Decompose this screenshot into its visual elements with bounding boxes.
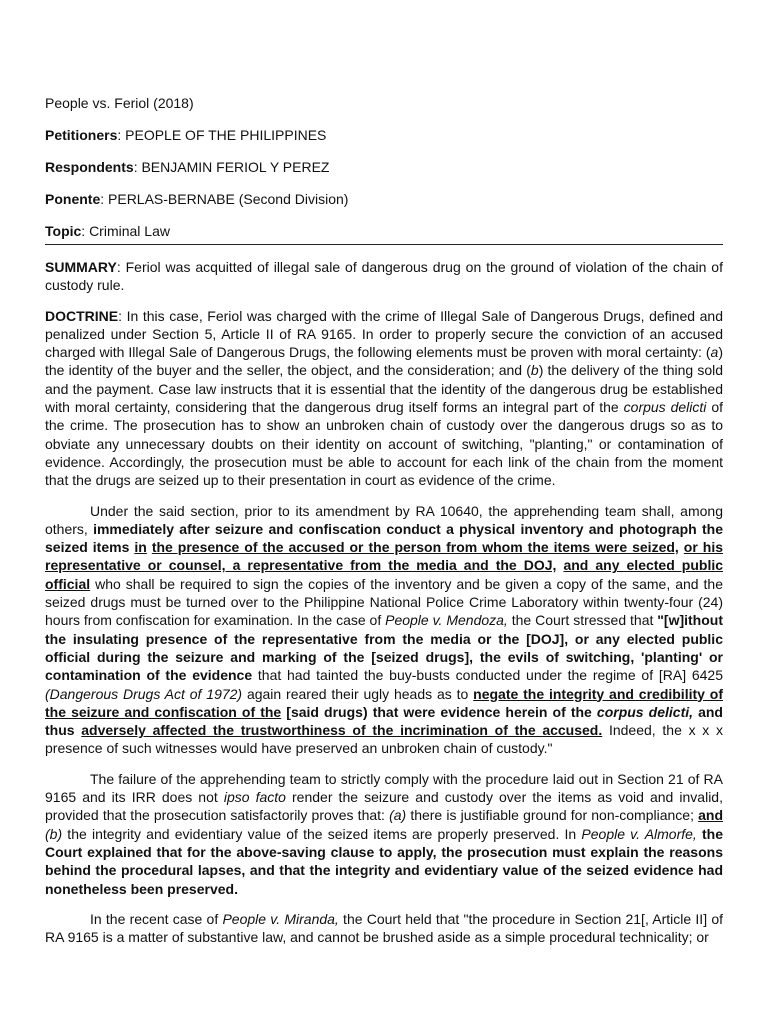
para-text: that had tainted the buy-busts conducted under the regime of [RA] 6425 [252, 667, 723, 684]
case-citation: People v. Almorfe, [581, 825, 697, 842]
para-text: The failure of the apprehending team to strictly comply with the procedure laid out in Section 21 of RA 9165 and its IRR does not [45, 770, 723, 806]
italic-text: (Dangerous Drugs Act of 1972) [45, 685, 243, 702]
ponente-value: : PERLAS-BERNABE (Second Division) [100, 191, 349, 207]
underlined-bold-text: and [698, 807, 723, 824]
doctrine-a: a [710, 344, 719, 361]
para-text: who shall be required to sign the copies of the inventory and be given a copy of the same, and the seized drugs must be turned over to the Philippine National Police Crime Laboratory within twenty-four (24) hours from confiscation for examination. In the case of [45, 575, 723, 629]
bold-text: and thus [45, 703, 723, 739]
ponente-line [45, 190, 723, 208]
para-text: Under the said section, prior to its amendment by RA 10640, the apprehending team shall, among others, [45, 502, 723, 537]
doctrine-text: of the crime. The prosecution has to show an unbroken chain of custody over the dangerous drugs so as to obviate any unnecessary doubts on their identity on account of switching, "planting," or contamination of evidence. Accordingly, the prosecution must be able to account for each link of the chain from the moment that the drugs are seized up to their presentation in court as evidence of the crime. [45, 399, 724, 489]
doctrine-label: DOCTRINE [45, 307, 119, 324]
bold-text: the Court explained that for the above-saving clause to apply, the prosecution must explain the reasons behind the procedural lapses, and that the integrity and evidentiary value of the seized evidence had nonetheless been preserved. [45, 825, 724, 897]
doctrine-text: ) the identity of the buyer and the seller, the object, and the consideration; and ( [45, 344, 723, 379]
respondents-line [45, 158, 723, 176]
para-text: In the recent case of [90, 910, 223, 927]
para-text: again reared their ugly heads as to [242, 685, 474, 702]
underlined-bold-text: adversely affected the trustworthiness of the incrimination of the accused. [81, 722, 603, 739]
para-text: the integrity and evidentiary value of the seized items are properly preserved. In [62, 825, 582, 842]
case-citation: People v. Miranda, [222, 910, 339, 927]
para-text: render the seizure and custody over the items as void and invalid, provided that the prosecution satisfactorily proves that: [45, 789, 723, 824]
underlined-bold-text: in [134, 539, 147, 556]
bold-quote: "[w]ithout the insulating presence of the representative from the media or the [DOJ], or any elected public official during the seizure and marking of the [seized drugs], the evils of switching, 'planting' or contamination of the evidence [45, 612, 723, 684]
petitioners-value: : PEOPLE OF THE PHILIPPINES [117, 127, 327, 143]
topic-label: Topic [45, 223, 82, 239]
para-text: the Court held that "the procedure in Section 21[, Article II] of RA 9165 is a matter of substantive law, and cannot be brushed aside as a simple procedural technicality; or [45, 910, 723, 946]
summary-text: : Feriol was acquitted of illegal sale of dangerous drug on the ground of violation of the chain of custody rule. [45, 259, 723, 294]
para-text: the Court stressed that [507, 612, 658, 629]
doctrine-b: b [530, 362, 539, 379]
underlined-bold-text: or his representative or counsel, a representative from the media and the DOJ, [45, 539, 724, 574]
para-text: there is justifiable ground for non-compliance; [406, 807, 699, 824]
topic-value: : Criminal Law [81, 223, 170, 239]
italic-text: ipso facto [223, 789, 286, 806]
underlined-bold-text: the presence of the accused or the person from whom the items were seized, [151, 539, 679, 556]
header-divider [45, 244, 723, 245]
respondents-value: : BENJAMIN FERIOL Y PEREZ [133, 159, 330, 175]
doctrine-text: ) the delivery of the thing sold and the payment. Case law instructs that it is essential that the identity of the dangerous drug be established with moral certainty, considering that the dangerous drug itself forms an integral part of the [45, 362, 723, 416]
underlined-bold-text: and any elected public official [45, 557, 724, 592]
ponente-label: Ponente [45, 191, 101, 207]
petitioners-line [45, 126, 723, 144]
italic-text: (a) [389, 807, 407, 824]
respondents-label: Respondents [45, 159, 134, 175]
doctrine-paragraph [45, 307, 723, 490]
summary-paragraph [45, 258, 723, 295]
petitioners-label: Petitioners [45, 127, 118, 143]
bold-text: [said drugs) that were evidence herein of the [281, 703, 597, 720]
saving-clause-paragraph [45, 770, 723, 898]
corpus-delicti: corpus delicti, [596, 703, 694, 720]
summary-label: SUMMARY [45, 259, 117, 275]
italic-text: (b) [45, 825, 63, 842]
underlined-bold-text: negate the integrity and credibility of the seizure and confiscation of the [45, 685, 723, 720]
corpus-delicti: corpus delicti [623, 399, 707, 416]
para-text: Indeed, the x x x presence of such witnesses would have preserved an unbroken chain of custody." [45, 722, 723, 757]
doctrine-text: : In this case, Feriol was charged with the crime of Illegal Sale of Dangerous Drugs, defined and penalized under Section 5, Article II of RA 9165. In order to properly secure the conviction of an accused charged with Illegal Sale of Dangerous Drugs, the following elements must be proven with moral certainty: ( [45, 307, 723, 361]
case-citation: People v. Mendoza, [385, 612, 508, 629]
topic-line [45, 222, 723, 240]
chain-of-custody-paragraph [45, 502, 723, 758]
miranda-paragraph [45, 910, 723, 947]
bold-text: immediately after seizure and confiscation conduct a physical inventory and photograph the seized items [45, 520, 723, 556]
case-title: People vs. Feriol (2018) [45, 95, 194, 111]
